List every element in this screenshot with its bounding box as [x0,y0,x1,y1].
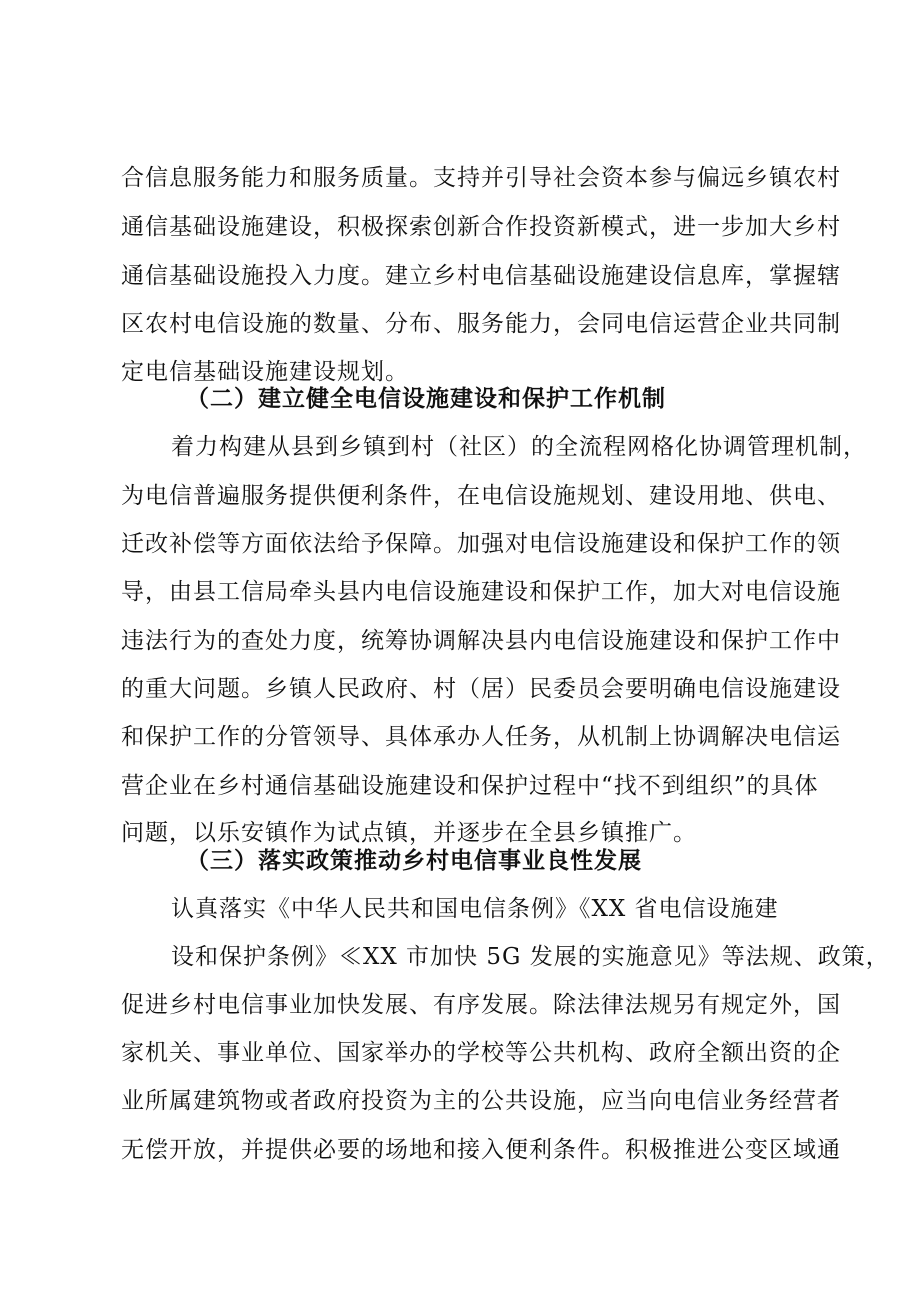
section-heading: （二）建立健全电信设施建设和保护工作机制 [186,385,666,412]
paragraph-line: 通信基础设施建设，积极探索创新合作投资新模式，进一步加大乡村 [121,214,841,240]
paragraph-line: 和保护工作的分管领导、具体承办人任务，从机制上协调解决电信运 [121,724,841,750]
paragraph-line: 业所属建筑物或者政府投资为主的公共设施，应当向电信业务经营者 [121,1088,841,1114]
paragraph-line: 着力构建从县到乡镇到村（社区）的全流程网格化协调管理机制， [171,434,867,460]
paragraph-line: 的重大问题。乡镇人民政府、村（居）民委员会要明确电信设施建设 [121,676,841,702]
paragraph-line: 无偿开放，并提供必要的场地和接入便利条件。积极推进公变区域通 [121,1137,841,1163]
paragraph-line: 区农村电信设施的数量、分布、服务能力，会同电信运营企业共同制 [121,311,841,337]
paragraph-line: 营企业在乡村通信基础设施建设和保护过程中“找不到组织”的具体 [121,773,819,799]
paragraph-line: 合信息服务能力和服务质量。支持并引导社会资本参与偏远乡镇农村 [121,165,841,191]
paragraph-line: 通信基础设施投入力度。建立乡村电信基础设施建设信息库，掌握辖 [121,263,841,289]
paragraph-line: 迁改补偿等方面依法给予保障。加强对电信设施建设和保护工作的领 [121,531,841,557]
paragraph-line: 问题，以乐安镇作为试点镇，并逐步在全县乡镇推广。 [121,820,697,846]
paragraph-line: 为电信普遍服务提供便利条件，在电信设施规划、建设用地、供电、 [121,483,841,509]
paragraph-line: 认真落实《中华人民共和国电信条例》《XX 省电信设施建 [171,896,779,922]
paragraph-line: 定电信基础设施建设规划。 [121,359,409,385]
paragraph-line: 家机关、事业单位、国家举办的学校等公共机构、政府全额出资的企 [121,1040,841,1066]
paragraph-line: 违法行为的查处力度，统筹协调解决县内电信设施建设和保护工作中 [121,628,841,654]
section-heading: （三）落实政策推动乡村电信事业良性发展 [186,847,642,874]
paragraph-line: 导，由县工信局牵头县内电信设施建设和保护工作，加大对电信设施 [121,579,841,605]
paragraph-line: 促进乡村电信事业加快发展、有序发展。除法律法规另有规定外，国 [121,992,841,1018]
paragraph-line: 设和保护条例》≪XX 市加快 5G 发展的实施意见》等法规、政策， [171,944,890,970]
